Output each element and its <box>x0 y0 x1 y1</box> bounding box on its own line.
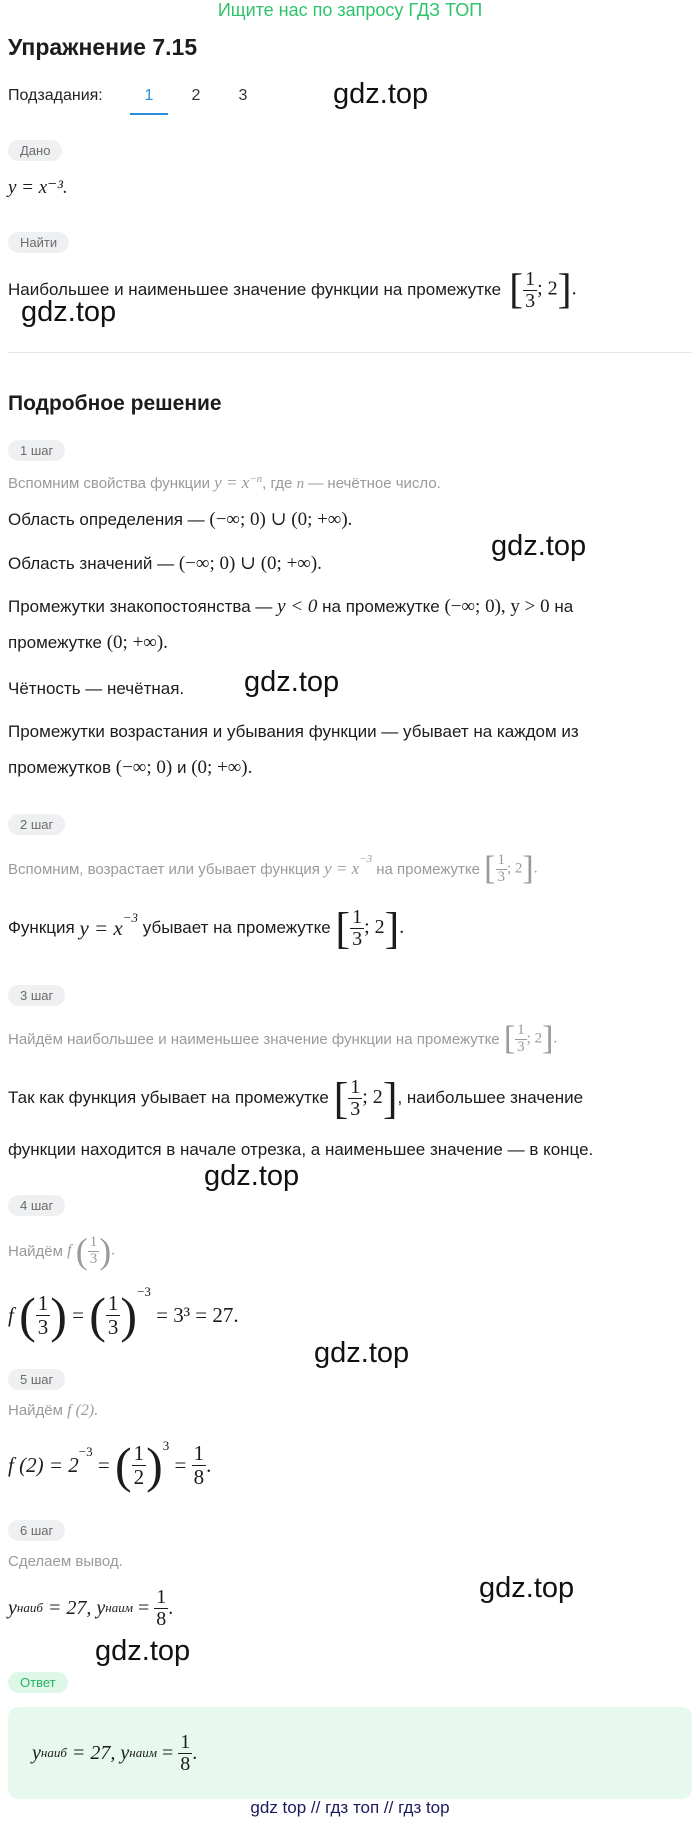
step-3-line-1: Так как функция убывает на промежутке [ $\frac{1}{3}$ ; 2] , наибольшее значение <box>8 1073 584 1123</box>
step-6-hint: Сделаем вывод. <box>8 1553 123 1570</box>
given-formula: y = x⁻³. <box>8 177 68 198</box>
watermark: gdz.top <box>491 530 587 562</box>
page-title: Упражнение 7.15 <box>8 34 198 60</box>
step-2-hint: Вспомним, возрастает или убывает функция y = x $^{-3}$ на промежутке [ $\frac{1}{3}$ ; 2]. <box>8 850 538 887</box>
monotonic-line-2: промежутков (−∞; 0) и (0; +∞). <box>8 757 253 778</box>
step-6-chip: 6 шаг <box>8 1520 65 1541</box>
divider <box>8 352 692 353</box>
footer-links[interactable]: gdz top // гдз топ // гдз top <box>250 1798 450 1817</box>
step-1-hint: Вспомним свойства функции $y = x^{-n}$, где n — нечётное число. <box>8 473 441 492</box>
step-5-formula: f (2) = 2 $^{-3}$ = ( $\frac{1}{2}$ ) $^3$ = $\frac{1}{8}$ . <box>8 1437 212 1493</box>
watermark: gdz.top <box>95 1635 191 1667</box>
answer-formula: y наиб = 27, y наим = $\frac{1}{8}$ . <box>32 1730 198 1775</box>
step-4-chip: 4 шаг <box>8 1195 65 1216</box>
watermark: gdz.top <box>314 1337 410 1369</box>
subtasks-label: Подзадания: <box>8 87 103 104</box>
sign-line-1: Промежутки знакопостоянства — y < 0 на промежутке (−∞; 0), y > 0 на <box>8 596 574 617</box>
answer-chip: Ответ <box>8 1672 68 1693</box>
step-5-chip: 5 шаг <box>8 1369 65 1390</box>
tab-subtask-2[interactable]: 2 <box>191 87 201 104</box>
solution-title: Подробное решение <box>8 392 222 415</box>
step-3-chip: 3 шаг <box>8 985 65 1006</box>
tab-subtask-3[interactable]: 3 <box>238 87 248 104</box>
interval: [ $\frac{1}{3}$ ; 2]. <box>509 267 577 313</box>
find-chip: Найти <box>8 232 69 253</box>
step-2-chip: 2 шаг <box>8 814 65 835</box>
step-4-formula: f ( $\frac{1}{3}$ ) = ( $\frac{1}{3}$ ) $^{-3}$ = 3³ = 27. <box>8 1284 239 1343</box>
watermark: gdz.top <box>333 78 429 110</box>
watermark: gdz.top <box>244 666 340 698</box>
parity-line: Чётность — нечётная. <box>8 679 185 698</box>
find-line: Наибольшее и наименьшее значение функции на промежутке [ $\frac{1}{3}$ ; 2]. <box>8 267 577 313</box>
watermark: gdz.top <box>479 1572 575 1604</box>
active-tab-indicator <box>130 113 168 115</box>
watermark: gdz.top <box>204 1160 300 1192</box>
range-line: Область значений — (−∞; 0) ∪ (0; +∞). <box>8 553 322 574</box>
tab-subtask-1[interactable]: 1 <box>144 87 154 104</box>
watermark: gdz.top <box>21 296 117 328</box>
step-4-hint: Найдём f ( $\frac{1}{3}$ ). <box>8 1231 116 1271</box>
step-5-hint: Найдём f (2). <box>8 1402 99 1419</box>
step-3-hint: Найдём наибольшее и наименьшее значение функции на промежутке [ $\frac{1}{3}$ ; 2]. <box>8 1020 558 1057</box>
monotonic-line-1: Промежутки возрастания и убывания функции — убывает на каждом из <box>8 722 579 741</box>
step-1-chip: 1 шаг <box>8 440 65 461</box>
sign-line-2: промежутке (0; +∞). <box>8 632 168 653</box>
step-6-conclusion: y наиб = 27, y наим = $\frac{1}{8}$ . <box>8 1585 174 1630</box>
step-3-line-2: функции находится в начале отрезка, а наименьшее значение — в конце. <box>8 1140 594 1159</box>
domain-line: Область определения — (−∞; 0) ∪ (0; +∞). <box>8 509 353 530</box>
step-2-main: Функция y = x $^{-3}$ убывает на промежутке [ $\frac{1}{3}$ ; 2]. <box>8 903 405 953</box>
promo-banner[interactable]: Ищите нас по запросу ГДЗ ТОП <box>217 0 483 20</box>
given-chip: Дано <box>8 140 62 161</box>
